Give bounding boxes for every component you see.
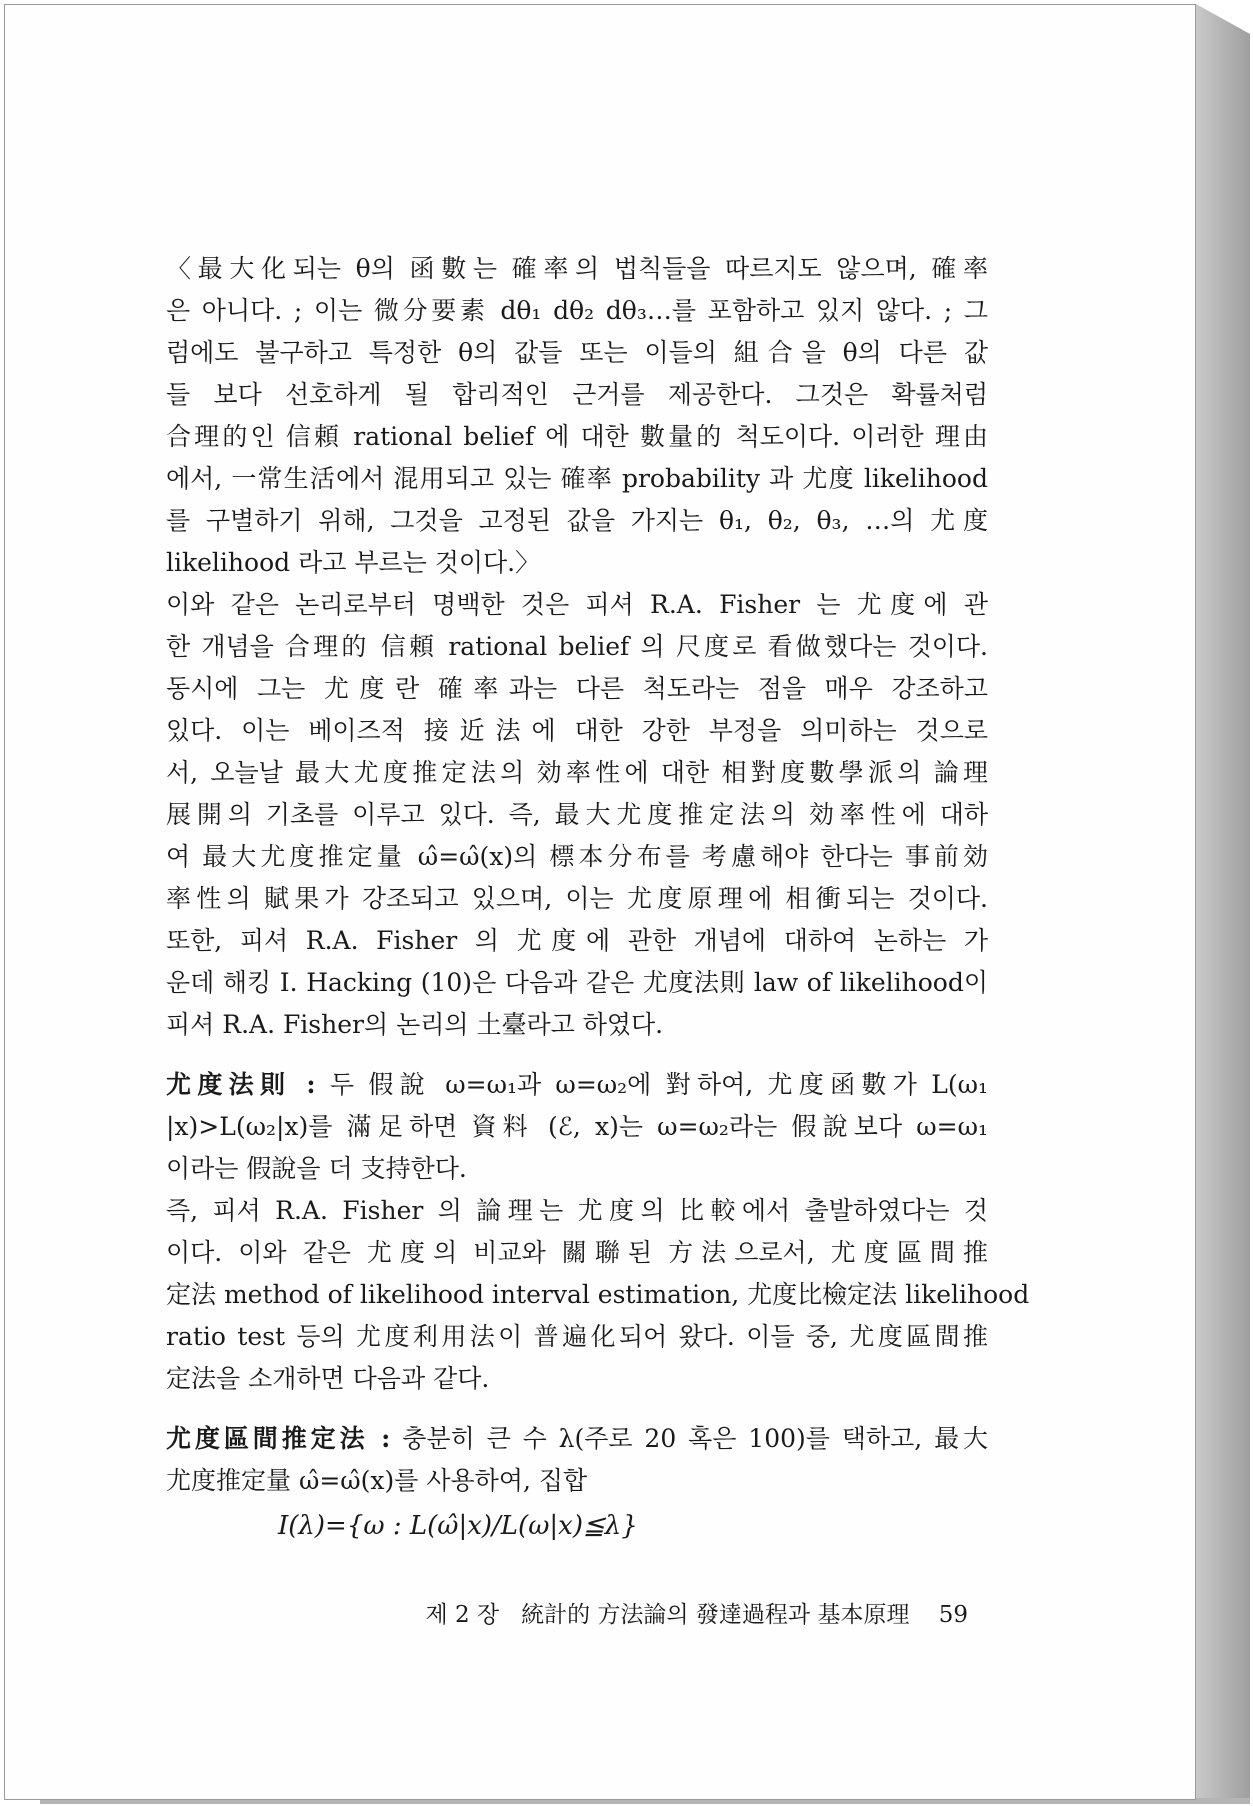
- body-line: 定法 method of likelihood interval estimation, 尤度比檢定法 likelihood: [166, 1280, 1030, 1309]
- interval-heading: 尤度區間推定法 :: [166, 1424, 391, 1453]
- body-line: 즉, 피셔 R.A. Fisher 의 論理는 尤度의 比較에서 출발하였다는 것: [166, 1196, 988, 1225]
- body-line: 合理的인 信頼 rational belief 에 대한 數量的 척도이다. 이러한 理由: [166, 422, 988, 451]
- interval-text: 충분히 큰 수 λ(주로 20 혹은 100)를 택하고, 最大: [390, 1424, 988, 1453]
- body-line: 이와 같은 논리로부터 명백한 것은 피셔 R.A. Fisher 는 尤度에 관: [166, 590, 988, 619]
- page-body: [166, 248, 1030, 1550]
- body-line: 럼에도 불구하고 특정한 θ의 값들 또는 이들의 組合을 θ의 다른 값: [166, 338, 988, 367]
- body-line: likelihood 라고 부르는 것이다.〉: [166, 548, 541, 577]
- interval-line: 尤度推定量 ω̂=ω̂(x)를 사용하여, 집합: [166, 1466, 588, 1495]
- body-line: ratio test 등의 尤度利用法이 普遍化되어 왔다. 이들 중, 尤度區間推: [166, 1322, 988, 1351]
- footer-title: 統計的 方法論의 發達過程과 基本原理: [521, 1602, 910, 1628]
- body-line: 를 구별하기 위해, 그것을 고정된 값을 가지는 θ₁, θ₂, θ₃, …의 尤度: [166, 506, 988, 535]
- body-line: 展開의 기초를 이루고 있다. 즉, 最大尤度推定法의 効率性에 대하: [166, 800, 988, 829]
- law-text: 두 假說 ω=ω₁과 ω=ω₂에 對하여, 尤度函數가 L(ω₁: [315, 1070, 988, 1099]
- body-line: 있다. 이는 베이즈적 接近法에 대한 강한 부정을 의미하는 것으로: [166, 716, 988, 745]
- body-line: 여 最大尤度推定量 ω̂=ω̂(x)의 標本分布를 考慮해야 한다는 事前効: [166, 842, 988, 871]
- body-line: 은 아니다. ; 이는 微分要素 dθ₁ dθ₂ dθ₃…를 포함하고 있지 않다. ; 그: [166, 296, 988, 325]
- interval-formula: I(λ)={ω : L(ω̂|x)/L(ω|x)≦λ}: [278, 1511, 638, 1541]
- body-line: 에서, 一常生活에서 混用되고 있는 確率 probability 과 尤度 likelihood: [166, 464, 988, 493]
- body-line: 率性의 賦果가 강조되고 있으며, 이는 尤度原理에 相衝되는 것이다.: [166, 884, 988, 913]
- body-line: 들 보다 선호하게 될 합리적인 근거를 제공한다. 그것은 확률처럼: [166, 380, 988, 409]
- body-line: 한 개념을 合理的 信頼 rational belief 의 尺度로 看做했다는 것이다.: [166, 632, 988, 661]
- interval-line: [166, 1418, 988, 1460]
- running-footer: [408, 1596, 968, 1629]
- law-line: 이라는 假說을 더 支持한다.: [166, 1154, 467, 1183]
- body-line: 또한, 피셔 R.A. Fisher 의 尤度에 관한 개념에 대하여 논하는 가: [166, 926, 988, 955]
- body-line: 서, 오늘날 最大尤度推定法의 効率性에 대한 相對度數學派의 論理: [166, 758, 988, 787]
- law-heading: 尤度法則 :: [166, 1070, 316, 1099]
- law-line: |x)>L(ω₂|x)를 滿足하면 資料 (ℰ, x)는 ω=ω₂라는 假說보다 ω=ω₁: [166, 1112, 988, 1141]
- book-edge: [1196, 4, 1250, 1800]
- footer-chapter: 제 2 장: [425, 1602, 500, 1628]
- page-number: 59: [938, 1602, 968, 1628]
- body-line: 피셔 R.A. Fisher의 논리의 土臺라고 하였다.: [166, 1010, 664, 1039]
- law-line: [166, 1064, 988, 1106]
- body-line: 동시에 그는 尤度란 確率과는 다른 척도라는 점을 매우 강조하고: [166, 674, 988, 703]
- body-line: 이다. 이와 같은 尤度의 비교와 關聯된 方法으로서, 尤度區間推: [166, 1238, 988, 1267]
- body-line: 〈最大化되는 θ의 函數는 確率의 법칙들을 따르지도 않으며, 確率: [166, 254, 988, 283]
- body-line: 운데 해킹 I. Hacking (10)은 다음과 같은 尤度法則 law of likelihood이: [166, 968, 988, 997]
- body-line: 定法을 소개하면 다음과 같다.: [166, 1364, 490, 1393]
